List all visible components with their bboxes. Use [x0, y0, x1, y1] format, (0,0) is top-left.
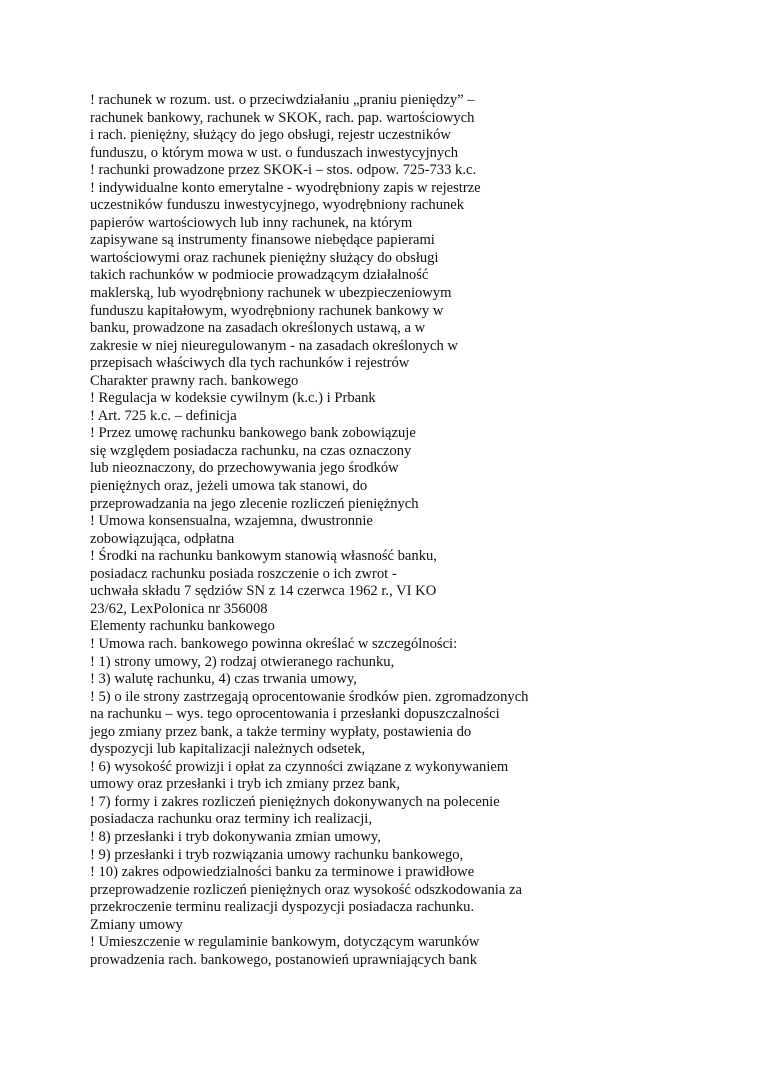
text-line: ! 9) przesłanki i tryb rozwiązania umowy rachunku bankowego,: [90, 846, 464, 863]
text-line: ! Środki na rachunku bankowym stanowią własność banku,: [90, 548, 437, 565]
text-line: ! 5) o ile strony zastrzegają oprocentowanie środków pien. zgromadzonych: [90, 688, 529, 705]
text-line: funduszu, o którym mowa w ust. o funduszach inwestycyjnych: [90, 144, 459, 161]
text-line: umowy oraz przesłanki i tryb ich zmiany przez bank,: [90, 776, 401, 793]
text-line: maklerską, lub wyodrębniony rachunek w ubezpieczeniowym: [90, 285, 452, 302]
text-line: prowadzenia rach. bankowego, postanowień uprawniających bank: [90, 951, 477, 968]
text-line: ! Przez umowę rachunku bankowego bank zobowiązuje: [90, 425, 416, 442]
text-line: ! rachunek w rozum. ust. o przeciwdziałaniu „praniu pieniędzy” –: [90, 92, 475, 108]
text-line: papierów wartościowych lub inny rachunek, na którym: [90, 214, 413, 231]
text-line: uczestników funduszu inwestycyjnego, wyodrębniony rachunek: [90, 197, 465, 214]
text-line: ! Regulacja w kodeksie cywilnym (k.c.) i Prbank: [90, 390, 376, 407]
text-line: 23/62, LexPolonica nr 356008: [90, 600, 268, 617]
text-line: ! 3) walutę rachunku, 4) czas trwania umowy,: [90, 671, 357, 688]
text-line: ! 8) przesłanki i tryb dokonywania zmian umowy,: [90, 828, 381, 845]
text-line: jego zmiany przez bank, a także terminy wypłaty, postawienia do: [90, 723, 472, 740]
text-line: Elementy rachunku bankowego: [90, 618, 275, 635]
text-line: uchwała składu 7 sędziów SN z 14 czerwca 1962 r., VI KO: [90, 583, 437, 600]
text-line: i rach. pieniężny, służący do jego obsługi, rejestr uczestników: [90, 127, 451, 144]
text-line: ! 7) formy i zakres rozliczeń pieniężnych dokonywanych na polecenie: [90, 793, 500, 810]
text-line: posiadacza rachunku oraz terminy ich realizacji,: [90, 811, 372, 828]
text-line: rachunek bankowy, rachunek w SKOK, rach. pap. wartościowych: [90, 109, 475, 126]
text-line: przeprowadzenie rozliczeń pieniężnych oraz wysokość odszkodowania za: [90, 881, 522, 898]
text-line: zapisywane są instrumenty finansowe niebędące papierami: [90, 232, 435, 249]
text-line: zobowiązująca, odpłatna: [90, 530, 235, 547]
text-line: ! Art. 725 k.c. – definicja: [90, 407, 237, 424]
text-line: funduszu kapitałowym, wyodrębniony rachunek bankowy w: [90, 302, 444, 319]
text-line: Zmiany umowy: [90, 916, 183, 933]
text-line: się względem posiadacza rachunku, na czas oznaczony: [90, 442, 412, 459]
text-line: przeprowadzania na jego zlecenie rozliczeń pieniężnych: [90, 495, 419, 512]
text-line: ! rachunki prowadzone przez SKOK-i – stos. odpow. 725-733 k.c.: [90, 162, 477, 179]
text-line: posiadacz rachunku posiada roszczenie o ich zwrot -: [90, 565, 397, 582]
text-line: ! 6) wysokość prowizji i opłat za czynności związane z wykonywaniem: [90, 758, 509, 775]
text-line: takich rachunków w podmiocie prowadzącym działalność: [90, 267, 429, 284]
text-line: banku, prowadzone na zasadach określonych ustawą, a w: [90, 320, 426, 337]
text-line: zakresie w niej nieuregulowanym - na zasadach określonych w: [90, 337, 458, 354]
text-line: przepisach właściwych dla tych rachunków i rejestrów: [90, 355, 410, 372]
text-line: pieniężnych oraz, jeżeli umowa tak stanowi, do: [90, 478, 368, 495]
text-line: wartościowymi oraz rachunek pieniężny służący do obsługi: [90, 249, 439, 266]
text-line: ! 10) zakres odpowiedzialności banku za terminowe i prawidłowe: [90, 864, 475, 881]
text-line: ! Umowa konsensualna, wzajemna, dwustronnie: [90, 513, 373, 530]
text-line: Charakter prawny rach. bankowego: [90, 372, 299, 389]
text-line: ! Umieszczenie w regulaminie bankowym, dotyczącym warunków: [90, 934, 480, 951]
text-line: na rachunku – wys. tego oprocentowania i przesłanki dopuszczalności: [90, 706, 500, 723]
text-line: ! indywidualne konto emerytalne - wyodrębniony zapis w rejestrze: [90, 179, 481, 196]
text-line: ! Umowa rach. bankowego powinna określać w szczególności:: [90, 635, 458, 652]
document-text: [90, 92, 730, 969]
text-line: dyspozycji lub kapitalizacji należnych odsetek,: [90, 741, 366, 758]
text-line: lub nieoznaczony, do przechowywania jego środków: [90, 460, 399, 477]
text-line: przekroczenie terminu realizacji dyspozycji posiadacza rachunku.: [90, 899, 475, 916]
text-line: ! 1) strony umowy, 2) rodzaj otwieranego rachunku,: [90, 653, 395, 670]
